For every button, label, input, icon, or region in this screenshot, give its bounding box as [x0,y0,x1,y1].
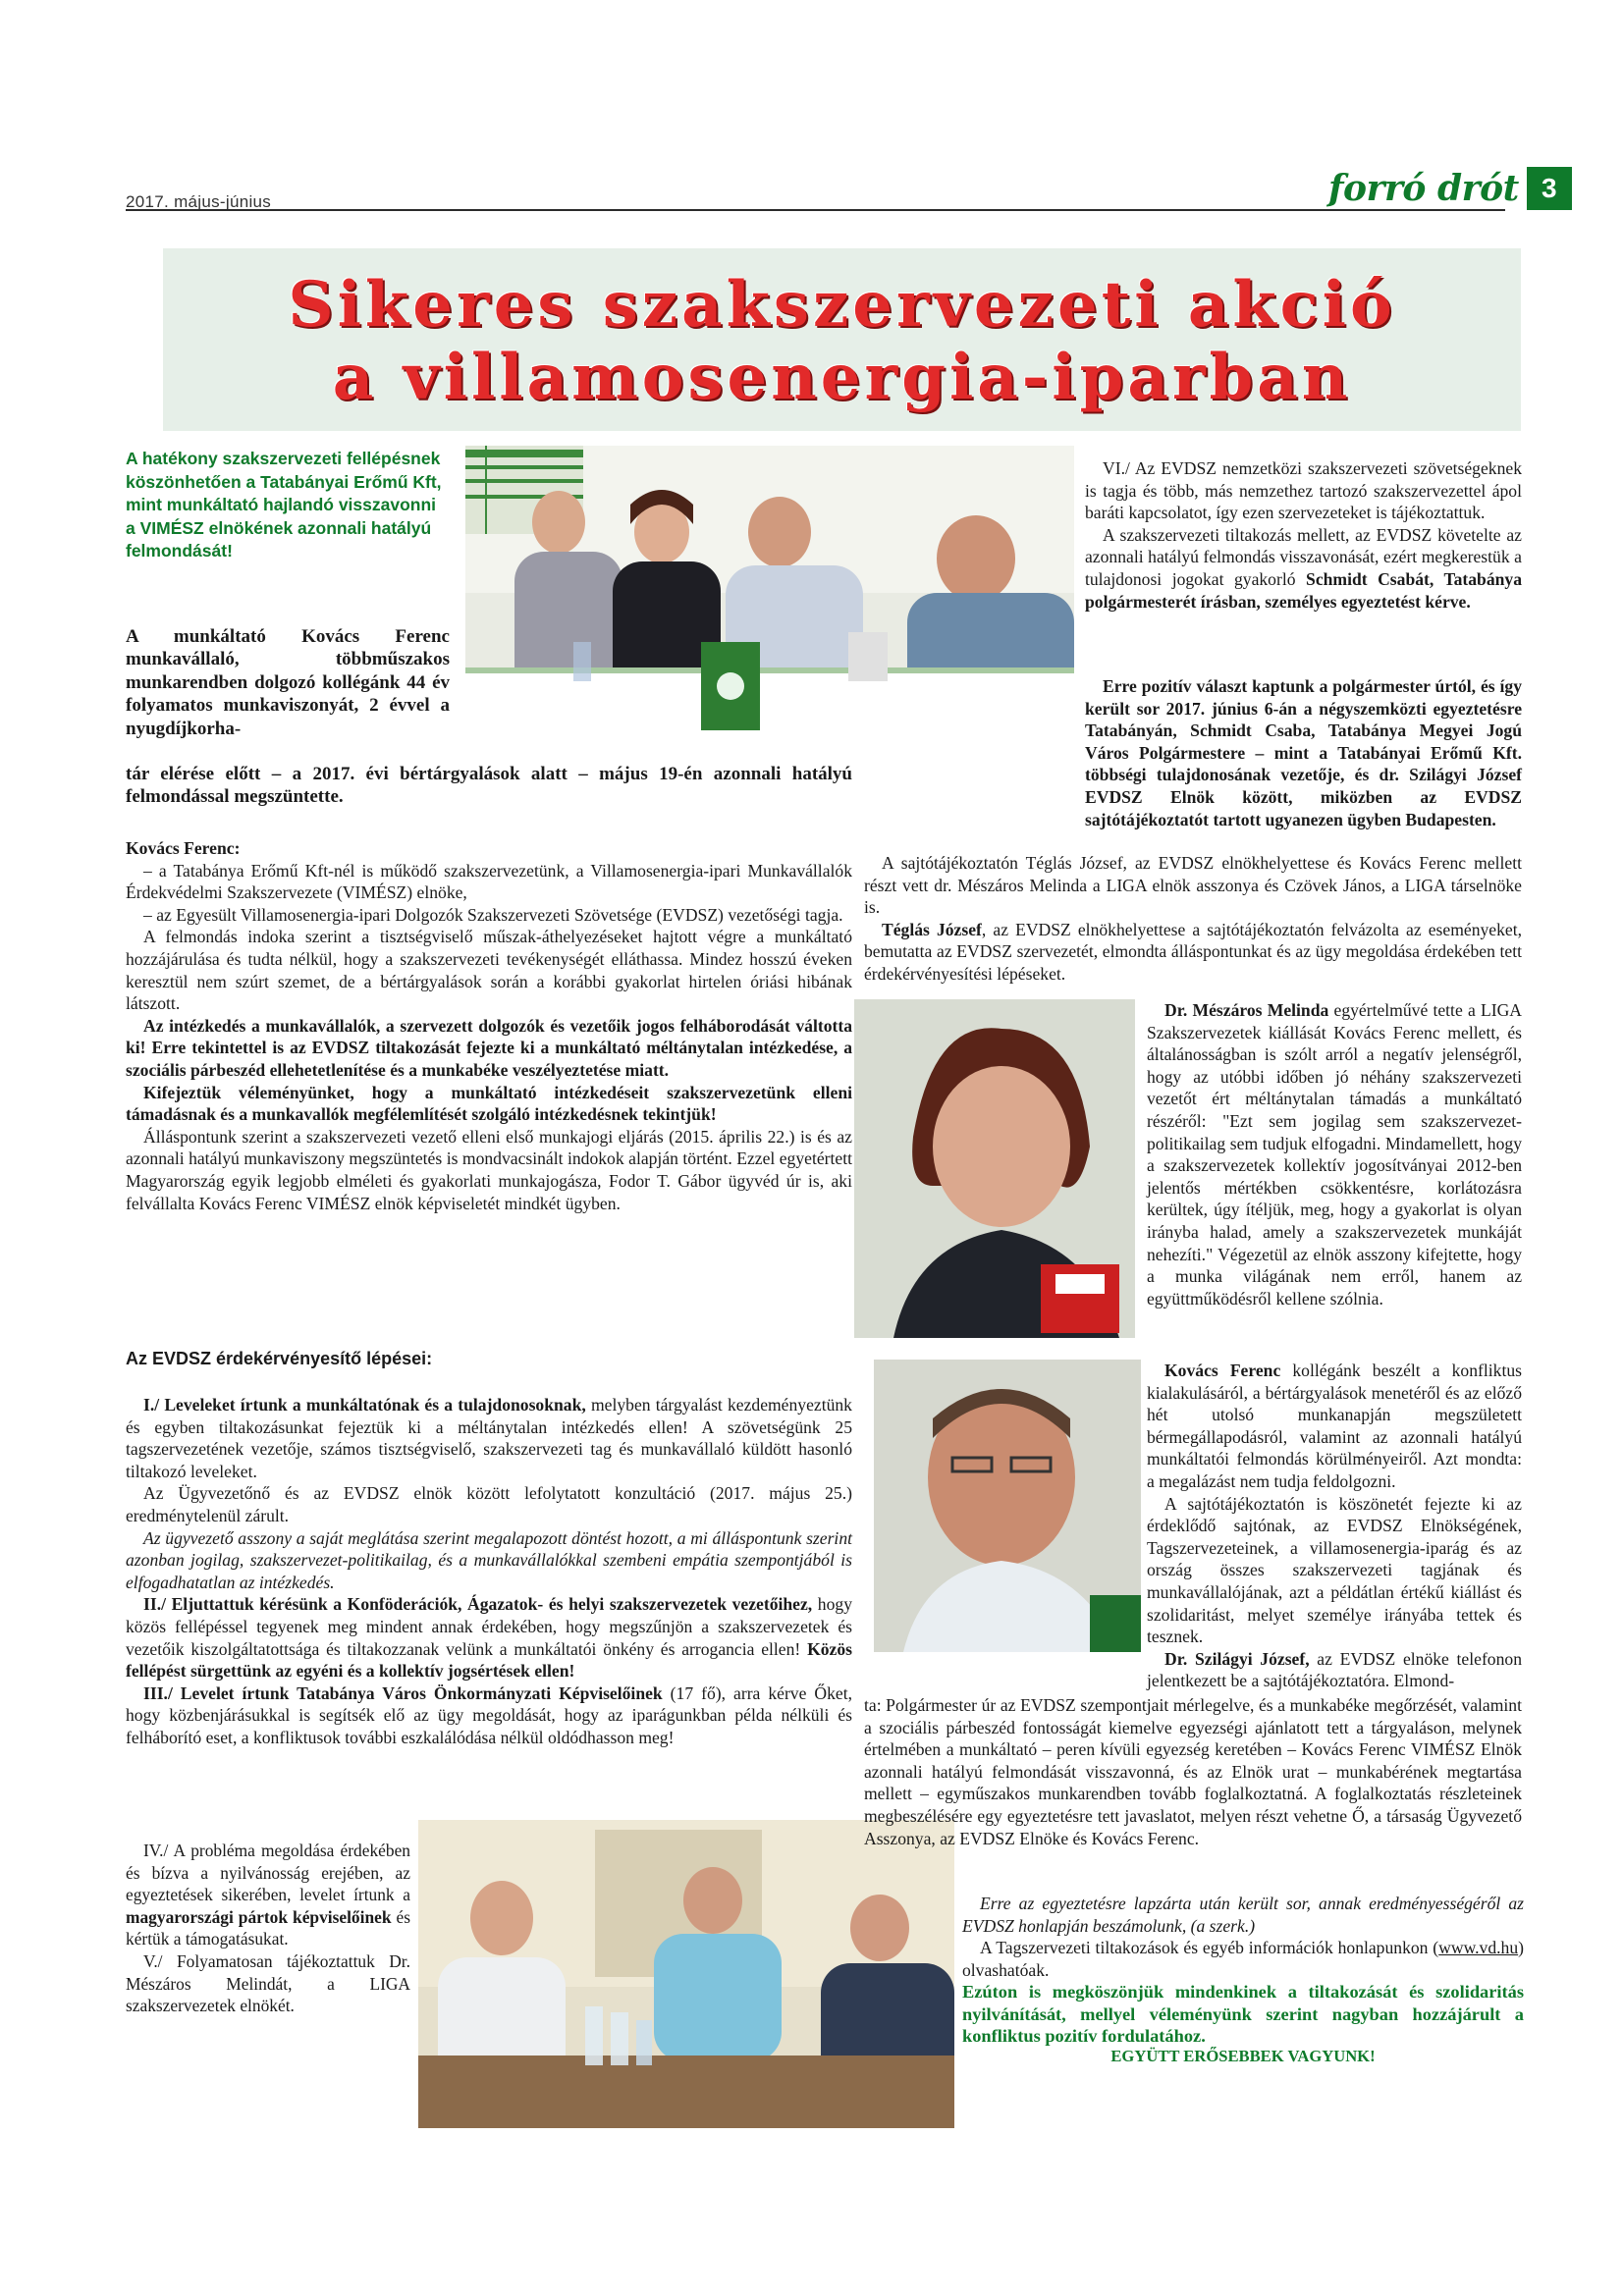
step-2-text: hogy közös fellépéssel tegyenek meg mindent annak érdekében, hogy megszűnjön a szakszervezetek és vezetőik kiszolgáltatottsága és tiltakozzanak velünk a munkáltatói önkény és arrogancia ellen! [126,1594,852,1659]
header-rule [126,209,1505,211]
speaker-woman-illustration [854,999,1135,1338]
right-column-press [864,852,1522,986]
step-2-emphasis: Közös fellépést sürgettünk az egyéni és a kollektív jogsértések ellen! [126,1638,852,1682]
right-column-meeting-top [1085,675,1522,830]
meeting-photo [418,1820,954,2128]
headline-box [163,248,1521,431]
kovacs-paragraph [1147,1360,1522,1493]
step-4-emphasis: magyarországi pártok képviselőinek [126,1906,392,1927]
meeting-illustration [418,1820,954,2128]
right-column-kovacs [1147,1360,1522,1692]
left-column-steps [126,1394,852,1749]
step-2 [126,1593,852,1682]
meszaros-name: Dr. Mészáros Melinda [1164,1000,1329,1020]
meszaros-paragraph [1147,999,1522,1309]
right-paragraph-text: A szakszervezeti tiltakozás mellett, az EVDSZ követelte az azonnali hatályú felmondás visszavonását, ezért megkerestük a tulajdonosi jogokat gyakorló [1085,524,1522,589]
closing-motto: EGYÜTT ERŐSEBBEK VAGYUNK! [1110,2047,1376,2065]
kovacs-role-1: – a Tatabánya Erőmű Kft-nél is működő szakszervezetünk, a Villamosenergia-ipari Munkavállalók Érdekvédelmi Szakszervezete (VIMÉSZ) elnöke, [126,860,852,903]
body-paragraph-bold: Kifejeztük véleményünket, hogy a munkáltató intézkedéseit szakszervezetünk elleni támadásnak és a munkavallók megfélemlítését szolgáló intézkedésnek tekintjük! [126,1082,852,1125]
step-1-lead: I./ Leveleket írtunk a munkáltatónak és a tulajdonosoknak, [143,1395,586,1415]
website-text: A Tagszervezeti tiltakozások és egyéb információk honlapunkon ( [980,1938,1439,1958]
szilagyi-paragraph-continuation: ta: Polgármester úr az EVDSZ szempontjait mérlegelve, és a munkabéke megőrzését, valamint a szociális párbeszéd fontosságát kiemelve egyezségi ajánlatott tett a tárgyaláson, melynek értelmében a munkáltató – peren kívüli egyezség keretében – Kovács Ferenc VIMÉSZ Elnök azonnali hatályú felmondását visszavonná, és az Elnök urat – munkabérének megtartása mellett – egyműszakos munkarendben tovább foglalkoztatná. A foglalkoztatás részleteinek megbeszélésére egy egyeztetésre tett javaslatot, melyen részt vehetne Ő, a társaság Ügyvezető Asszonya, az EVDSZ Elnöke és Kovács Ferenc. [864,1695,1522,1848]
step-3-text: (17 fő), arra kérve Őket, hogy közbenjárásukkal is segítsék elő az ügy megoldását, hogy az iparágunkban példa nélküli és felháborító eset, a konfliktusok további eszkalálódása nélkül oldódhasson meg! [126,1682,852,1747]
intro-paragraph-part-2: tár elérése előtt – a 2017. évi bértárgyalások alatt – május 19-én azonnali hatályú felmondással megszüntette. [126,764,852,808]
masthead [1328,163,1572,210]
step-4-text: IV./ A probléma megoldása érdekében és bízva a nyilvánosság erejében, az egyeztetések sikerében, levelet írtunk a [126,1841,410,1905]
section-heading: Az EVDSZ érdekérvényesítő lépései: [126,1349,433,1368]
meszaros-text: egyértelművé tette a LIGA Szakszervezetek kiállását Kovács Ferenc mellett, és általánosságban is szólt arról a negatív jelenségről, hogy az utóbbi időben jó néhány szakszervezeti vezetőt ért méltánytalan támadás a munkáltató részéről: [1147,1000,1523,1131]
press-paragraph: A sajtótájékoztatón Téglás József, az EVDSZ elnökhelyettese és Kovács Ferenc mellett részt vett dr. Mészáros Melinda a LIGA elnök asszonya és Czövek János, a LIGA társelnöke is. [864,853,1522,918]
teglas-text: , az EVDSZ elnökhelyettese a sajtótájékoztatón felvázolta az eseményeket, bemutatta az EVDSZ szervezetét, elmondta álláspontunkat és az ügy megoldása érdekében tett érdekérvényesítési lépéseket. [864,919,1522,984]
press-conference-photo [465,446,1074,734]
meszaros-quote: "Ezt sem jogilag sem szakszervezet-politikailag sem tudjuk elfogadni. Mindamellett, hogy a szakszervezetek kollektív jogosítványai 2012-ben jelentős mértékben csökkentésre, korlátozásra kerültek, úgy ítéljük, meg, hogy a gyakorlat is olyan irányba halad, amely a szakszervezetek munkáját nehezíti." [1147,1110,1522,1264]
headline-line-1: Sikeres szakszervezeti akció [288,268,1396,342]
right-column-closing [962,1893,1524,1981]
step-3 [126,1682,852,1749]
right-column-bottom [864,1694,1522,1849]
meszaros-melinda-photo [854,999,1135,1338]
step-3-lead: III./ Levelet írtunk Tatabánya Város Önkormányzati Képviselőinek [143,1682,663,1703]
left-column-steps-narrow [126,1840,410,2017]
meszaros-conclusion: Végezetül az elnök asszony kifejtette, hogy a munka világának nem erről, hanem az együttműködésről kellene szólnia. [1147,1244,1522,1308]
kovacs-role-2: – az Egyesült Villamosenergia-ipari Dolgozók Szakszervezeti Szövetsége (EVDSZ) vezetőségi tagja. [143,904,843,925]
lead-paragraph: A hatékony szakszervezeti fellépésnek köszönhetően a Tatabányai Erőmű Kft, mint munkáltató hajlandó visszavonni a VIMÉSZ elnökének azonnali hatályú felmondását! [126,449,442,561]
website-paragraph [962,1937,1524,1981]
right-paragraph [1085,524,1522,613]
step-4 [126,1840,410,1950]
website-text-end: ) olvashatóak. [962,1938,1524,1980]
editor-note: Erre az egyeztetésre lapzárta után került sor, annak eredményességéről az EVDSZ honlapján beszámolunk, (a szerk.) [962,1894,1524,1936]
body-paragraph: Álláspontunk szerint a szakszervezeti vezető elleni első munkajogi eljárás (2015. április 22.) is és az azonnali hatályú munkaviszony megszüntetés is mondvacsinált indokok alapján történt. Ezzel egyetértett Magyarország egyik legjobb elméleti és gyakorlati munkajogásza, Fodor T. Gábor ügyvéd úr is, aki felvállalta Kovács Ferenc VIMÉSZ elnök képviseletét mindkét ügyben. [126,1126,852,1213]
body-paragraph-bold: Az intézkedés a munkavállalók, a szervezett dolgozók és vezetőik jogos felháborodását váltotta ki! Erre tekintettel is az EVDSZ tiltakozását fejezte ki a munkáltató méltánytalan intézkedése, a szociális párbeszéd ellehetetlenítése és a munkabéke veszélyeztetése miatt. [126,1015,852,1080]
kovacs-name: Kovács Ferenc [1164,1361,1281,1380]
body-paragraph: A felmondás indoka szerint a tisztségviselő műszak-áthelyezéseket hajtott végre a munkáltató hozzájárulása és tudta nélkül, hogy a szakszervezeti tevékenységét elláthassa. Mindez hosszú éveken keresztül nem szúrt szemet, de a bértárgyalások során a korábbi gyakorlat hirtelen óriási hibának látszott. [126,927,852,1014]
step-1-quote: Az ügyvezető asszony a saját meglátása szerint megalapozott döntést hozott, a mi álláspontunk szerint azonban jogilag, szakszervezet-politikailag, és a munkavállalókkal szembeni empátia szempontjából is elfogadhatatlan az intézkedés. [126,1527,852,1592]
right-paragraph-emphasis: Schmidt Csabát, Tatabánya polgármesterét írásban, személyes egyeztetést kérve. [1085,568,1523,612]
issue-date: 2017. május-június [126,192,272,211]
closing-thanks: Ezúton is megköszönjük mindenkinek a tiltakozását és szolidaritás nyilvánítását, mellyel véleményünk szerint nagyban hozzájárult a konfliktus pozitív fordulatához. [962,1982,1524,2047]
left-column-body [126,837,852,1214]
meeting-paragraph: Erre pozitív választ kaptunk a polgármester úrtól, és így került sor 2017. június 6-án a négyszemközti egyeztetésre Tatabányán, Schmidt Csaba, Tatabánya Megyei Jogú Város Polgármestere – mint a Tatabányai Erőmű Kft. többségi tulajdonosának vezetője, és dr. Szilágyi József EVDSZ Elnök között, miközben az EVDSZ sajtótájékoztatót tartott ugyanezen ügyben Budapesten. [1085,676,1522,829]
kovacs-text: kollégánk beszélt a konfliktus kialakulásáról, a bértárgyalások menetéről és az előző hét utolsó munkanapján megszületett bérmegállapodásról, valamint az azonnali hatályú munkáltatói felmondás körülményeiről. Azt mondta: a megalázást nem tudja feldolgozni. [1147,1361,1522,1491]
brand-name: forró drót [1328,168,1519,209]
szilagyi-text: az EVDSZ elnöke telefonon jelentkezett be a sajtótájékoztatóra. Elmond- [1147,1648,1522,1691]
step-6: VI./ Az EVDSZ nemzetközi szakszervezeti szövetségeknek is tagja és több, más nemzethez tartozó szakszervezettel ápol baráti kapcsolatot, így ezen szervezeteket is tájékoztattuk. [1085,458,1522,523]
szilagyi-name: Dr. Szilágyi József, [1164,1648,1310,1669]
teglas-paragraph [864,919,1522,986]
website-link[interactable]: www.vd.hu [1438,1938,1519,1958]
intro-paragraph-part-1: A munkáltató Kovács Ferenc munkavállaló, többműszakos munkarendben dolgozó kollégánk 44 év folyamatos munkaviszonyát, 2 évvel a nyugdíjkorha- [126,626,450,739]
step-4-end: és kértük a támogatásukat. [126,1906,410,1949]
szilagyi-paragraph-start [1147,1648,1522,1692]
teglas-name: Téglás József [882,919,982,939]
step-2-lead: II./ Eljuttattuk kérésünk a Konföderációk, Ágazatok- és helyi szakszervezetek vezetőihez, [143,1594,813,1615]
kovacs-heading: Kovács Ferenc: [126,838,241,858]
step-5: V./ Folyamatosan tájékoztattuk Dr. Mészáros Melindát, a LIGA szakszervezetek elnökét. [126,1950,410,2016]
step-1 [126,1394,852,1482]
right-column-meszaros [1147,999,1522,1309]
speaker-man-illustration [874,1360,1141,1652]
kovacs-ferenc-photo [874,1360,1141,1652]
page-number: 3 [1527,167,1572,210]
thanks-press-paragraph: A sajtótájékoztatón is köszönetét fejezte ki az érdeklődő sajtónak, az EVDSZ Elnökségének, Tagszervezeteinek, a villamosenergia-iparág és az ország összes szakszervezeti tagjának és munkavállalójának, azt a példátlan értékű kiállást és szolidaritást, melyet személye irányába tettek és tesznek. [1147,1493,1522,1647]
headline-line-2: a villamosenergia-iparban [332,341,1352,414]
step-1-consultation: Az Ügyvezetőnő és az EVDSZ elnök között lefolytatott konzultáció (2017. május 25.) eredménytelenül zárult. [126,1483,852,1525]
step-1-text: melyben tárgyalást kezdeményeztünk és egyben tiltakozásunkat fejeztük ki a méltánytalan intézkedés ellen! A szövetségünk 25 tagszervezetének vezetője, számos tisztségviselő, szakszervezeti tag és munkavállaló küldött hasonló tiltakozó leveleket. [126,1395,852,1481]
right-column-top [1085,457,1522,613]
press-conference-illustration [465,446,1074,734]
